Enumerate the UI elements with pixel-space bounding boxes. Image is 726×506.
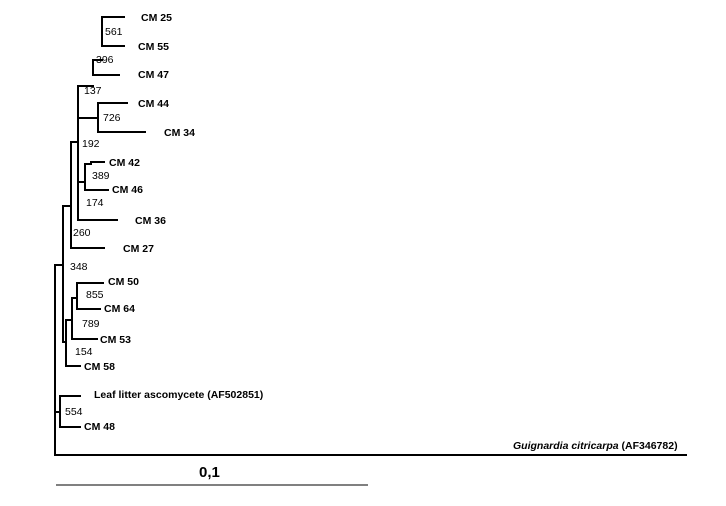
taxon-guignardia-name: Guignardia citricarpa xyxy=(513,440,619,452)
taxon-cm50: CM 50 xyxy=(108,276,139,288)
bootstrap-137: 137 xyxy=(84,85,102,97)
scale-bar-label: 0,1 xyxy=(199,464,220,481)
bootstrap-726: 726 xyxy=(103,112,121,124)
taxon-cm53: CM 53 xyxy=(100,334,131,346)
bootstrap-174: 174 xyxy=(86,197,104,209)
taxon-cm36: CM 36 xyxy=(135,215,166,227)
taxon-labels xyxy=(84,12,678,452)
taxon-cm47: CM 47 xyxy=(138,69,169,81)
bootstrap-192: 192 xyxy=(82,138,100,150)
bootstrap-789: 789 xyxy=(82,318,100,330)
taxon-cm27: CM 27 xyxy=(123,243,154,255)
taxon-cm46: CM 46 xyxy=(112,184,143,196)
taxon-cm55: CM 55 xyxy=(138,41,169,53)
scale-bar xyxy=(56,464,368,485)
bootstrap-154: 154 xyxy=(75,346,93,358)
bootstrap-554: 554 xyxy=(65,406,83,418)
taxon-cm44: CM 44 xyxy=(138,98,169,110)
taxon-leaf-litter-ascomycete: Leaf litter ascomycete (AF502851) xyxy=(94,389,264,401)
bootstrap-396: 396 xyxy=(96,54,114,66)
bootstrap-561: 561 xyxy=(105,26,123,38)
taxon-cm25: CM 25 xyxy=(141,12,172,24)
taxon-cm64: CM 64 xyxy=(104,303,135,315)
taxon-cm34: CM 34 xyxy=(164,127,195,139)
bootstrap-348: 348 xyxy=(70,261,88,273)
bootstrap-855: 855 xyxy=(86,289,104,301)
bootstrap-260: 260 xyxy=(73,227,91,239)
bootstrap-values xyxy=(65,26,123,418)
taxon-guignardia-citricarpa xyxy=(513,440,678,452)
taxon-guignardia-accession: (AF346782) xyxy=(621,440,678,452)
branch-node-389 xyxy=(85,162,104,164)
taxon-cm58: CM 58 xyxy=(84,361,115,373)
bootstrap-389: 389 xyxy=(92,170,110,182)
taxon-cm42: CM 42 xyxy=(109,157,140,169)
taxon-cm48: CM 48 xyxy=(84,421,115,433)
